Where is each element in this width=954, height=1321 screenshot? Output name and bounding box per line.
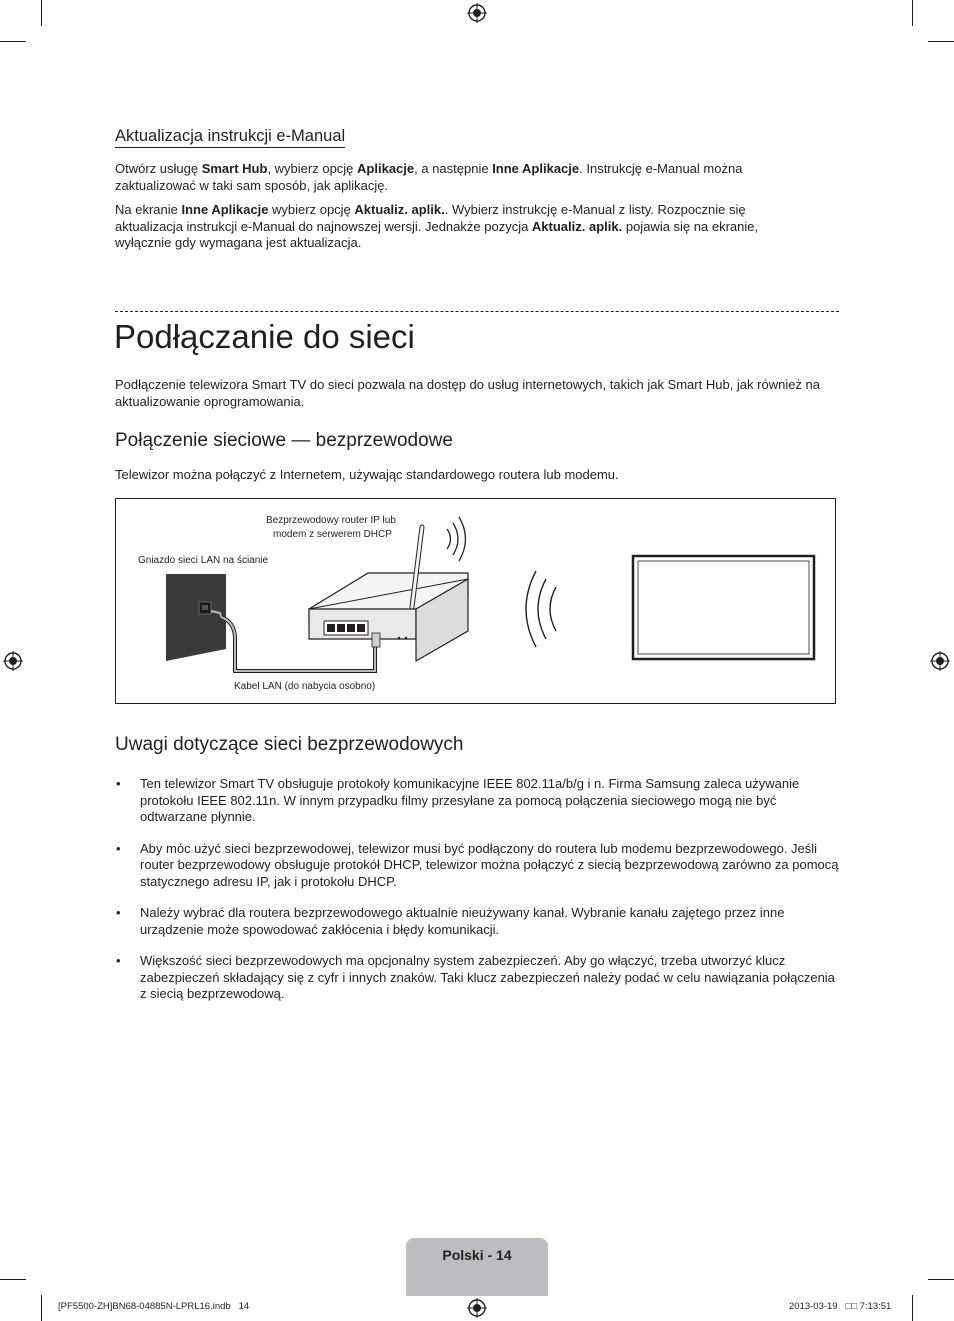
text-run: Otwórz usługę	[115, 161, 202, 176]
diagram-illustration	[116, 499, 837, 705]
bold-term: Inne Aplikacje	[492, 161, 580, 176]
update-paragraph-2	[115, 202, 795, 252]
crop-mark	[0, 41, 26, 42]
crop-mark	[41, 1295, 42, 1321]
bullet: •	[116, 953, 121, 968]
list-item	[115, 776, 840, 826]
list-item	[115, 905, 840, 938]
network-intro: Podłączenie telewizora Smart TV do sieci pozwala na dostęp do usług internetowych, takich jak Smart Hub, jak również na aktualizowanie oprogramowania.	[115, 377, 821, 409]
wall-panel	[166, 574, 226, 661]
bullet: •	[116, 905, 121, 920]
bold-term: Inne Aplikacje	[181, 202, 269, 217]
section-heading-update: Aktualizacja instrukcji e-Manual	[115, 126, 345, 148]
notes-list	[115, 776, 840, 1003]
page-title: Podłączanie do sieci	[114, 318, 415, 355]
list-item-text: Aby móc użyć sieci bezprzewodowej, telewizor musi być podłączony do routera lub modemu bezprzewodowego. Jeśli router bezprzewodowy obsługuje protokół DHCP, telewizor można połączyć z siecią bezprzewodową zarówno za pomocą statycznego adresu IP, jak i protokołu DHCP.	[140, 840, 839, 889]
crop-mark	[912, 0, 913, 26]
crop-mark	[928, 41, 954, 42]
list-item	[115, 953, 840, 1003]
text-run: wybierz opcję	[268, 202, 355, 217]
registration-mark-icon	[467, 1298, 487, 1318]
wall-socket-label: Gniazdo sieci LAN na ścianie	[138, 555, 269, 566]
connection-diagram	[115, 498, 836, 704]
text-run: Na ekranie	[115, 202, 182, 217]
text-run: . Instrukcję e-Manual można zaktualizować w taki sam sposób, jak aplikację.	[115, 161, 743, 193]
wifi-waves-icon	[526, 571, 556, 647]
page-number: Polski - 14	[442, 1247, 512, 1263]
lan-socket-port	[202, 605, 208, 610]
section-heading-notes: Uwagi dotyczące sieci bezprzewodowych	[115, 734, 464, 755]
tv-icon	[633, 556, 814, 659]
registration-mark-icon	[467, 3, 487, 23]
bullet: •	[116, 776, 121, 791]
bold-term: Aplikacje	[357, 161, 415, 176]
router-label-line1: Bezprzewodowy router IP lub	[266, 515, 396, 526]
list-item-text: Należy wybrać dla routera bezprzewodowego aktualnie nieużywany kanał. Wybranie kanału zajętego przez inne urządzenie może spowodować zakłócenia i błędy komunikacji.	[140, 905, 785, 937]
text-run: , wybierz opcję	[267, 161, 358, 176]
bullet: •	[116, 840, 121, 856]
crop-mark	[912, 1295, 913, 1321]
list-item-text: Ten telewizor Smart TV obsługuje protokoły komunikacyjne IEEE 802.11a/b/g i n. Firma Samsung zaleca używanie protokołu IEEE 802.11n. W innym przypadku filmy przesyłane za pomocą połączenia sieciowego mogą nie być odtwarzane płynnie.	[140, 776, 800, 824]
list-item	[115, 841, 840, 891]
crop-mark	[0, 1279, 26, 1280]
update-paragraph-1	[115, 161, 795, 194]
lan-cable-label: Kabel LAN (do nabycia osobno)	[234, 681, 376, 692]
bold-term: Smart Hub	[201, 161, 268, 176]
print-timestamp: 2013-03-19 □□ 7:13:51	[789, 1301, 892, 1312]
bold-term: Aktualiz. aplik.	[354, 202, 445, 217]
bold-term: Aktualiz. aplik.	[531, 218, 623, 234]
text-run: . Wybierz instrukcję e-Manual z listy. Rozpocznie się aktualizacja instrukcji e-Manual do najnowszej wersji. Jednakże pozycja	[115, 202, 746, 234]
section-divider	[115, 311, 839, 312]
crop-mark	[41, 0, 42, 26]
registration-mark-icon	[930, 651, 950, 671]
crop-mark	[928, 1279, 954, 1280]
registration-mark-icon	[3, 651, 23, 671]
section-heading-wireless: Połączenie sieciowe — bezprzewodowe	[115, 430, 453, 451]
text-run: , a następnie	[414, 161, 493, 176]
router-label-line2: modem z serwerem DHCP	[273, 529, 392, 540]
wifi-waves-icon	[447, 517, 466, 561]
list-item-text: Większość sieci bezprzewodowych ma opcjonalny system zabezpieczeń. Aby go włączyć, trzeba utworzyć klucz zabezpieczeń składający się z cyfr i innych znaków. Taki klucz zabezpieczeń należy podać w celu nawiązania połączenia z siecią bezprzewodową.	[140, 953, 835, 1001]
wireless-text: Telewizor można połączyć z Internetem, używając standardowego routera lub modemu.	[115, 467, 619, 482]
file-info: [PF5500-ZH]BN68-04885N-LPRL16.indb 14	[58, 1301, 250, 1312]
text-run: pojawia się na ekranie, wyłącznie gdy wymagana jest aktualizacja.	[115, 218, 759, 250]
router-icon	[309, 527, 468, 661]
